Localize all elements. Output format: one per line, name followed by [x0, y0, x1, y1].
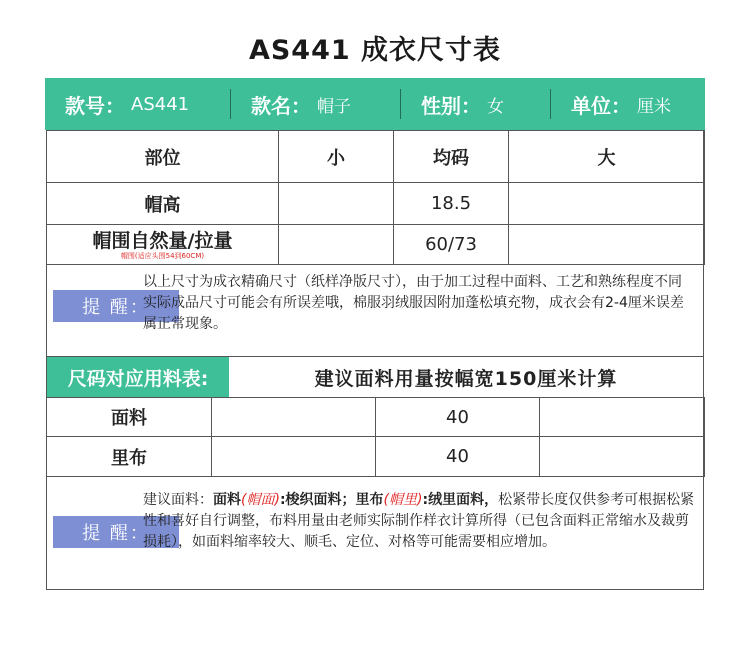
style-no-key: 款号：	[65, 93, 125, 118]
row-label: 帽高	[47, 183, 279, 225]
cell-large	[509, 225, 705, 265]
row-label: 面料	[47, 398, 212, 437]
note-2	[46, 476, 704, 590]
note-2-lining-highlight: (帽里)	[383, 492, 423, 508]
row-sublabel: 帽围(适应头围54到60CM)	[120, 251, 205, 260]
fabric-desc: 建议面料用量按幅宽150厘米计算	[314, 368, 618, 390]
fabric-tag: 尺码对应用料表:	[47, 357, 229, 398]
style-no-cell	[45, 89, 231, 119]
cell-large	[509, 183, 705, 225]
note-2-text	[143, 490, 695, 553]
fabric-header	[46, 356, 704, 398]
header-large: 大	[509, 131, 705, 183]
note-2-fabric-label: 面料	[213, 492, 241, 508]
gender-key: 性别：	[421, 93, 481, 118]
cell-one-size: 60/73	[394, 225, 509, 265]
cell	[212, 398, 376, 437]
header-small: 小	[279, 131, 394, 183]
table-row	[47, 398, 705, 437]
note-1-badge: 提 醒：	[53, 290, 179, 322]
cell: 40	[376, 398, 540, 437]
name-value: 帽子	[317, 96, 351, 117]
gender-value: 女	[487, 96, 504, 117]
size-table-header	[47, 131, 705, 183]
cell-small	[279, 183, 394, 225]
cell: 40	[376, 437, 540, 477]
note-2-lining-desc: :绒里面料，	[422, 492, 499, 508]
note-2-fabric-highlight: (帽面)	[241, 492, 280, 508]
cell	[540, 398, 705, 437]
note-1-text: 以上尺寸为成衣精确尺寸（纸样净版尺寸），由于加工过程中面料、工艺和熟练程度不同实际成品尺寸可能会有所误差哦，棉服羽绒服因附加蓬松填充物，成衣会有2-4厘米误差属正常现象。	[143, 274, 684, 332]
unit-value: 厘米	[637, 96, 671, 117]
style-no-value: AS441	[131, 93, 190, 115]
note-2-badge: 提 醒：	[53, 516, 179, 548]
table-row	[47, 225, 705, 265]
size-table	[46, 130, 705, 265]
name-key: 款名：	[251, 93, 311, 118]
row-label-cell	[47, 225, 279, 265]
gender-cell	[401, 89, 551, 119]
header-part: 部位	[47, 131, 279, 183]
table-row	[47, 437, 705, 477]
cell-one-size: 18.5	[394, 183, 509, 225]
header-one-size: 均码	[394, 131, 509, 183]
note-1	[46, 264, 704, 356]
unit-cell	[551, 89, 705, 119]
note-2-part: 建议面料：	[143, 492, 213, 508]
cell-small	[279, 225, 394, 265]
row-label: 帽围自然量/拉量	[92, 229, 233, 252]
row-label: 里布	[47, 437, 212, 477]
table-row	[47, 183, 705, 225]
name-cell	[231, 89, 401, 119]
fabric-table	[46, 397, 705, 477]
cell	[540, 437, 705, 477]
note-2-fabric-desc: :梭织面料；里布	[279, 492, 384, 508]
info-bar	[45, 78, 705, 130]
note-2-rest: 松紧带长度仅供参考可根据松紧性和喜好自行调整，布料用量由老师实际制作样衣计算所得（已包含面料正常缩水及裁剪损耗），如面料缩率较大、顺毛、定位、对格等可能需要相应增加。	[143, 492, 695, 550]
cell	[212, 437, 376, 477]
unit-key: 单位：	[571, 93, 631, 118]
page-title: AS441 成衣尺寸表	[248, 35, 502, 66]
